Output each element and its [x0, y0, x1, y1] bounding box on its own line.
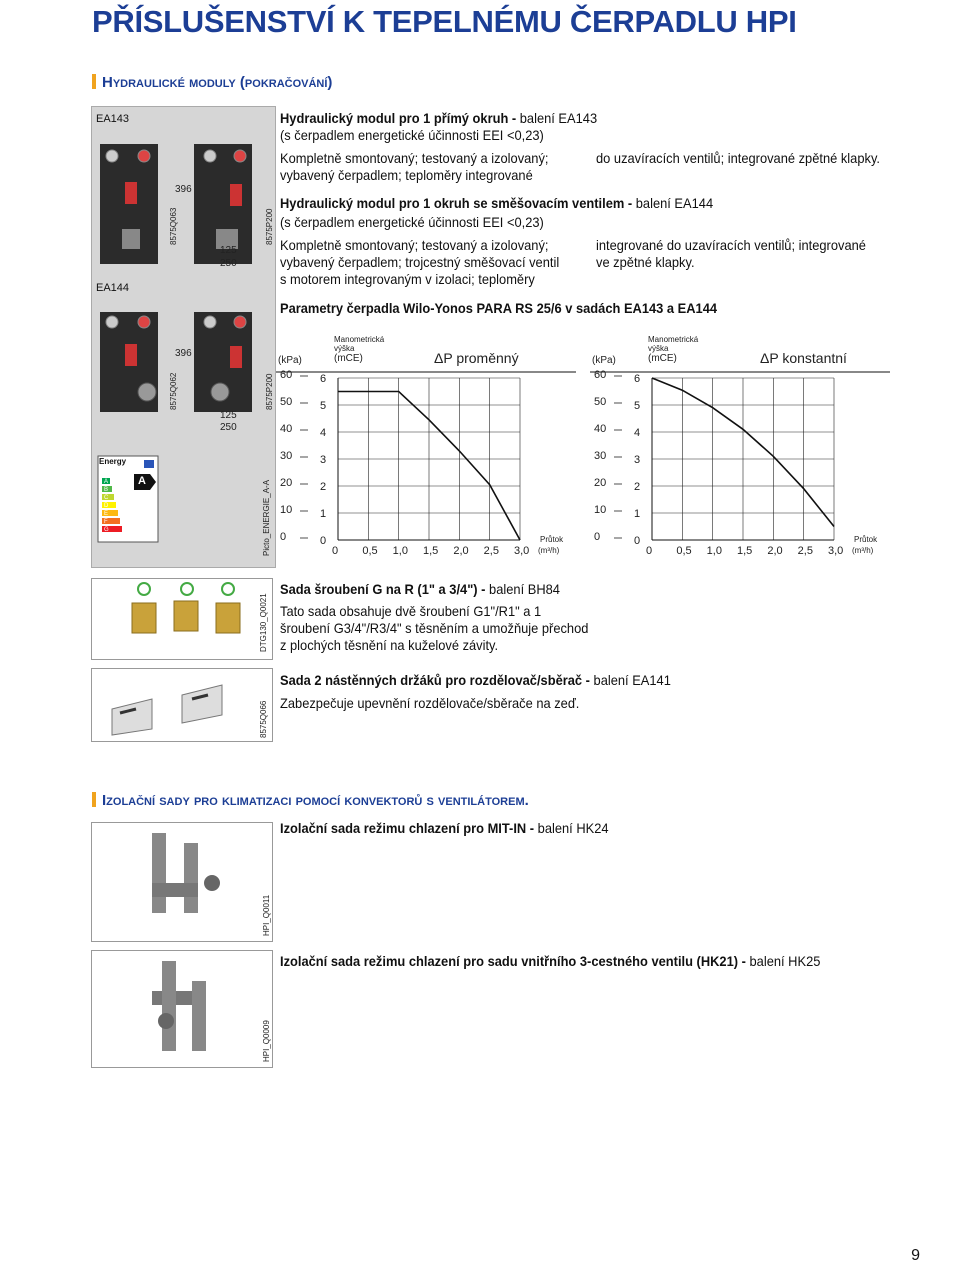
chart-kpa-label: (kPa)	[592, 355, 616, 366]
item-ea143-name: Hydraulický modul pro 1 přímý okruh -	[280, 110, 517, 126]
chart-flow-label-2: (m³/h)	[538, 546, 560, 555]
chart-y-tick-kpa: 20	[594, 477, 607, 489]
img-code-fittings: DTG130_Q0021	[259, 593, 268, 652]
chart-mce-label-3: (mCE)	[334, 353, 363, 364]
img-code-hk25: HPI_Q0009	[262, 1020, 271, 1062]
chart-y-tick-kpa: 60	[594, 369, 607, 381]
item-ea144-name: Hydraulický modul pro 1 okruh se směšovacím ventilem -	[280, 195, 633, 211]
chart-y-tick-mce: 0	[320, 535, 327, 547]
item-bh84-title	[280, 581, 560, 598]
item-ea143-line-right: do uzavíracích ventilů; integrované zpětné klapky.	[596, 150, 881, 166]
chart-y-tick-mce: 4	[320, 427, 327, 439]
section-marker	[92, 74, 96, 89]
insulation-hk24-illustration	[92, 823, 272, 941]
item-bh84-line3: šroubení G3/4"/R3/4" s těsněním a umožňuje přechod	[280, 620, 589, 636]
chart-x-tick: 1,5	[423, 545, 439, 557]
energy-scale-f: F	[104, 519, 108, 525]
chart-y-tick-kpa: 60	[280, 369, 293, 381]
item-bh84-name: Sada šroubení G na R (1" a 3/4") -	[280, 581, 486, 597]
energy-label-word: Energy	[99, 457, 127, 466]
chart-y-tick-mce: 2	[320, 481, 327, 493]
item-ea144-right1: integrované do uzavíracích ventilů; integrované	[596, 237, 866, 253]
chart-y-tick-kpa: 30	[280, 450, 293, 462]
item-ea143-title	[280, 110, 597, 127]
page-number: 9	[911, 1247, 920, 1264]
chart-y-tick-kpa: 30	[594, 450, 607, 462]
item-ea144-line4: vybavený čerpadlem; trojcestný směšovací ventil	[280, 254, 560, 270]
chart-flow-label-1: Průtok	[854, 535, 878, 544]
chart-mce-label-3: (mCE)	[648, 353, 677, 364]
dim-height-2: 396	[175, 348, 192, 359]
label-ea144: EA144	[96, 282, 130, 294]
pump-chart-variable	[276, 330, 576, 565]
chart-y-tick-kpa: 0	[594, 531, 601, 543]
item-hk24-title	[280, 820, 609, 837]
chart-y-tick-mce: 4	[634, 427, 641, 439]
chart-y-tick-mce: 1	[320, 508, 327, 520]
energy-scale-a: A	[104, 479, 109, 485]
chart-x-tick: 2,5	[483, 545, 499, 557]
section-heading-insulation	[92, 792, 529, 809]
chart-x-tick: 0,5	[362, 545, 378, 557]
section-heading-hydraulic	[92, 74, 332, 91]
img-code-1: 8575Q063	[169, 207, 178, 245]
item-ea141-name: Sada 2 nástěnných držáků pro rozdělovač/sběrač -	[280, 672, 590, 688]
fittings-image	[91, 578, 273, 660]
item-hk25-name: Izolační sada režimu chlazení pro sadu vnitřního 3-cestného ventilu (HK21) -	[280, 953, 746, 969]
page-title: PŘÍSLUŠENSTVÍ K TEPELNÉMU ČERPADLU HPI	[92, 4, 797, 39]
item-bh84-pack: balení BH84	[485, 581, 560, 597]
chart-x-tick: 1,5	[737, 545, 753, 557]
chart-y-tick-kpa: 0	[280, 531, 287, 543]
label-ea143: EA143	[96, 113, 130, 125]
item-ea143-pack: balení EA143	[516, 110, 598, 126]
img-code-5: Picto_ENERGIE_A-A	[262, 479, 271, 556]
item-ea143-line2: (s čerpadlem energetické účinnosti EEI <0,23)	[280, 127, 544, 143]
dim-depth-1: 250	[220, 258, 237, 269]
module-ea144-side	[194, 312, 252, 412]
item-ea144-line5: s motorem integrovaným v izolaci; teploměry	[280, 271, 535, 287]
chart-y-tick-kpa: 40	[280, 423, 293, 435]
module-ea144-front	[100, 312, 158, 412]
dim-height-1: 396	[175, 184, 192, 195]
chart-y-tick-mce: 5	[320, 400, 327, 412]
item-hk24-pack: balení HK24	[534, 820, 609, 836]
item-hk25-pack: balení HK25	[745, 953, 821, 969]
chart-x-tick: 1,0	[706, 545, 722, 557]
chart-title: ΔP proměnný	[434, 350, 519, 366]
chart-flow-label-1: Průtok	[540, 535, 564, 544]
chart-y-tick-kpa: 40	[594, 423, 607, 435]
pump-params-heading: Parametry čerpadla Wilo-Yonos PARA RS 25/6 v sadách EA143 a EA144	[280, 300, 718, 316]
chart-y-tick-mce: 2	[634, 481, 641, 493]
item-ea144-right2: ve zpětné klapky.	[596, 254, 695, 270]
chart-y-tick-kpa: 10	[280, 504, 293, 516]
section-marker-2	[92, 792, 96, 807]
chart-mce-label-2: výška	[648, 344, 669, 353]
item-ea141-pack: balení EA141	[589, 672, 671, 688]
chart-y-tick-mce: 3	[320, 454, 327, 466]
item-ea143-line3: Kompletně smontovaný; testovaný a izolovaný;	[280, 150, 549, 166]
dim-depth-2: 250	[220, 422, 237, 433]
chart-y-tick-mce: 1	[634, 508, 641, 520]
brackets-illustration	[92, 669, 272, 741]
energy-scale-d: D	[104, 503, 109, 509]
energy-scale-letters	[104, 478, 109, 534]
img-code-3: 8575Q062	[169, 372, 178, 410]
section-heading-text: Hydraulické moduly (pokračování)	[102, 74, 333, 91]
dim-width-2: 125	[220, 410, 237, 421]
fittings-illustration	[92, 579, 272, 659]
item-ea143-line4: vybavený čerpadlem; teploměry integrované	[280, 167, 533, 183]
img-code-brackets: 8575Q066	[259, 700, 268, 738]
chart-flow-label-2: (m³/h)	[852, 546, 874, 555]
energy-scale-b: B	[104, 487, 109, 493]
energy-scale-c: C	[104, 495, 109, 501]
insulation-kit-hk24-image	[91, 822, 273, 942]
chart-mce-label-2: výška	[334, 344, 355, 353]
img-code-hk24: HPI_Q0011	[262, 894, 271, 936]
energy-scale-e: E	[104, 511, 109, 517]
chart-mce-label-1: Manometrická	[648, 335, 699, 344]
item-bh84-line4: z plochých těsnění na kuželové závity.	[280, 637, 499, 653]
chart-y-tick-kpa: 20	[280, 477, 293, 489]
insulation-hk25-illustration	[92, 951, 272, 1067]
chart-mce-label-1: Manometrická	[334, 335, 385, 344]
chart-x-tick: 0,5	[676, 545, 692, 557]
chart-y-tick-kpa: 50	[280, 396, 293, 408]
chart-kpa-label: (kPa)	[278, 355, 302, 366]
chart-x-tick: 3,0	[514, 545, 530, 557]
module-ea143-front	[100, 144, 158, 264]
item-hk25-title	[280, 953, 820, 970]
chart-x-tick: 2,5	[797, 545, 813, 557]
item-hk24-name: Izolační sada režimu chlazení pro MIT-IN -	[280, 820, 535, 836]
energy-scale-g: G	[104, 527, 109, 533]
img-code-4: 8575P200	[265, 373, 274, 410]
chart-y-tick-kpa: 50	[594, 396, 607, 408]
item-ea141-line2: Zabezpečuje upevnění rozdělovače/sběrače na zeď.	[280, 695, 580, 711]
chart-y-tick-mce: 0	[634, 535, 641, 547]
item-ea141-title	[280, 672, 671, 689]
chart-x-tick: 0	[646, 545, 653, 557]
chart-y-tick-kpa: 10	[594, 504, 607, 516]
chart-x-tick: 2,0	[453, 545, 469, 557]
pump-chart-constant	[590, 330, 890, 565]
brackets-image	[91, 668, 273, 742]
item-ea144-line3: Kompletně smontovaný; testovaný a izolovaný;	[280, 237, 549, 253]
img-code-2: 8575P200	[265, 208, 274, 245]
item-ea144-title	[280, 195, 713, 212]
section2-heading-text: Izolační sady pro klimatizaci pomocí konvektorů s ventilátorem.	[102, 792, 529, 809]
chart-title: ΔP konstantní	[760, 350, 847, 366]
insulation-kit-hk25-image	[91, 950, 273, 1068]
item-ea144-line2: (s čerpadlem energetické účinnosti EEI <0,23)	[280, 214, 544, 230]
chart-y-tick-mce: 6	[320, 373, 327, 385]
chart-x-tick: 2,0	[767, 545, 783, 557]
chart-x-tick: 3,0	[828, 545, 844, 557]
chart-y-tick-mce: 3	[634, 454, 641, 466]
item-bh84-line2: Tato sada obsahuje dvě šroubení G1"/R1" a 1	[280, 603, 542, 619]
chart-y-tick-mce: 6	[634, 373, 641, 385]
chart-x-tick: 0	[332, 545, 339, 557]
energy-class-badge: A	[138, 475, 146, 487]
chart-y-tick-mce: 5	[634, 400, 641, 412]
chart-x-tick: 1,0	[392, 545, 408, 557]
dim-width-1: 125	[220, 245, 237, 256]
item-ea144-pack: balení EA144	[632, 195, 714, 211]
